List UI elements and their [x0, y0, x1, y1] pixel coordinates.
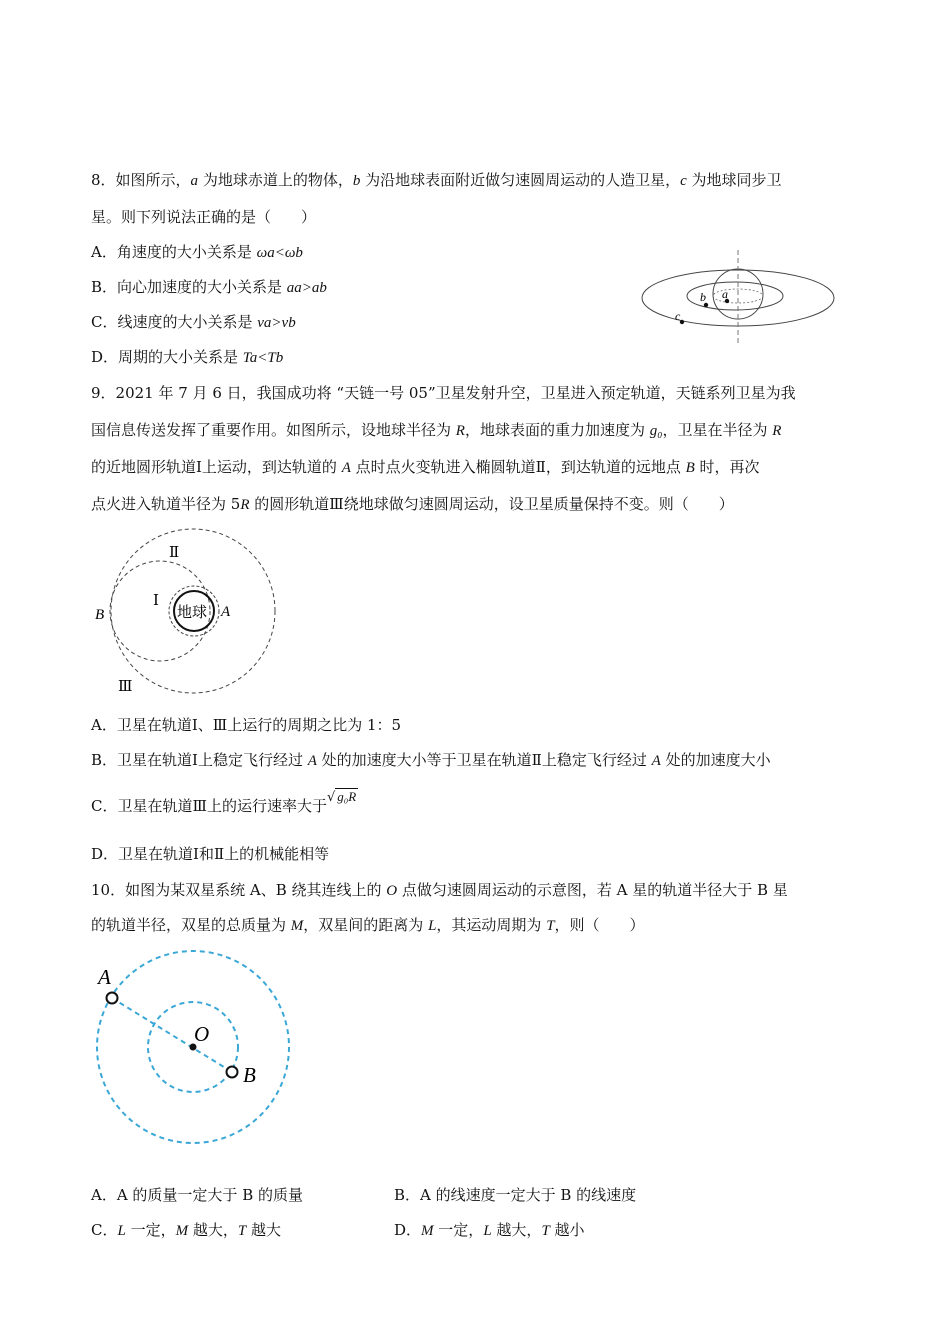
label-B: B: [95, 607, 105, 623]
sqrt-expression: √ g₀R: [326, 789, 357, 805]
label-A: A: [221, 604, 231, 620]
star-A: [107, 993, 118, 1004]
star-B: [227, 1067, 238, 1078]
q10-binary-figure: [92, 955, 297, 1150]
label-O: O: [194, 1022, 210, 1046]
dot-c: [680, 320, 684, 324]
label-a: a: [722, 287, 728, 301]
q10-option-d[interactable]: D．M 一定，L 越大，T 越小: [394, 1221, 585, 1239]
label-III: Ⅲ: [118, 677, 133, 695]
q10-stem-line2: 的轨道半径，双星的总质量为 M，双星间的距离为 L，其运动周期为 T，则（ ）: [91, 916, 645, 934]
label-earth: 地球: [177, 603, 208, 621]
q9-stem-line2: 国信息传送发挥了重要作用。如图所示，设地球半径为 R，地球表面的重力加速度为 g₀，卫星在半径为 R: [91, 421, 782, 439]
label-B: B: [243, 1063, 256, 1087]
q9-stem-line1: 9．2021 年 7 月 6 日，我国成功将 “天链一号 05”卫星发射升空，卫星进入预定轨道，天链系列卫星为我: [91, 384, 796, 402]
q8-stem-line1: 8．如图所示，a 为地球赤道上的物体，b 为沿地球表面附近做匀速圆周运动的人造卫星，c 为地球同步卫: [91, 171, 782, 189]
q10-option-c[interactable]: C．L 一定，M 越大，T 越大: [91, 1221, 282, 1239]
label-b: b: [700, 290, 706, 304]
q10-option-a[interactable]: A．A 的质量一定大于 B 的质量: [91, 1186, 303, 1204]
q10-option-b[interactable]: B．A 的线速度一定大于 B 的线速度: [394, 1186, 637, 1204]
q9-option-b[interactable]: B．卫星在轨道Ⅰ上稳定飞行经过 A 处的加速度大小等于卫星在轨道Ⅱ上稳定飞行经过 A 处的加速度大小: [91, 751, 771, 769]
label-II: Ⅱ: [169, 543, 180, 561]
q8-option-a[interactable]: A．角速度的大小关系是 ωa<ωb: [91, 243, 303, 261]
q9-stem-line4: 点火进入轨道半径为 5R 的圆形轨道Ⅲ绕地球做匀速圆周运动，设卫星质量保持不变。则（ ）: [91, 495, 734, 513]
q8-orbit-figure: [640, 245, 840, 350]
q9-option-a[interactable]: A．卫星在轨道Ⅰ、Ⅲ上运行的周期之比为 1：5: [91, 716, 402, 734]
label-A: A: [98, 965, 111, 989]
q8-option-c[interactable]: C．线速度的大小关系是 va>vb: [91, 313, 296, 331]
q9-orbit-figure: [90, 525, 290, 700]
q9-stem-line3: 的近地圆形轨道Ⅰ上运动，到达轨道的 A 点时点火变轨进入椭圆轨道Ⅱ，到达轨道的远地点 B 时，再次: [91, 458, 760, 476]
q8-option-b[interactable]: B．向心加速度的大小关系是 aa>ab: [91, 278, 327, 296]
label-c: c: [675, 309, 681, 323]
connecting-line: [112, 998, 232, 1072]
q9-option-c[interactable]: C．卫星在轨道Ⅲ上的运行速率大于√ g₀R: [91, 789, 357, 815]
q8-option-d[interactable]: D．周期的大小关系是 Ta<Tb: [91, 348, 284, 366]
q10-stem-line1: 10．如图为某双星系统 A、B 绕其连线上的 O 点做匀速圆周运动的示意图，若 A 星的轨道半径大于 B 星: [91, 881, 788, 899]
label-I: Ⅰ: [153, 591, 159, 609]
q9-option-d[interactable]: D．卫星在轨道Ⅰ和Ⅱ上的机械能相等: [91, 845, 330, 863]
q8-stem-line2: 星。则下列说法正确的是（ ）: [91, 208, 317, 226]
